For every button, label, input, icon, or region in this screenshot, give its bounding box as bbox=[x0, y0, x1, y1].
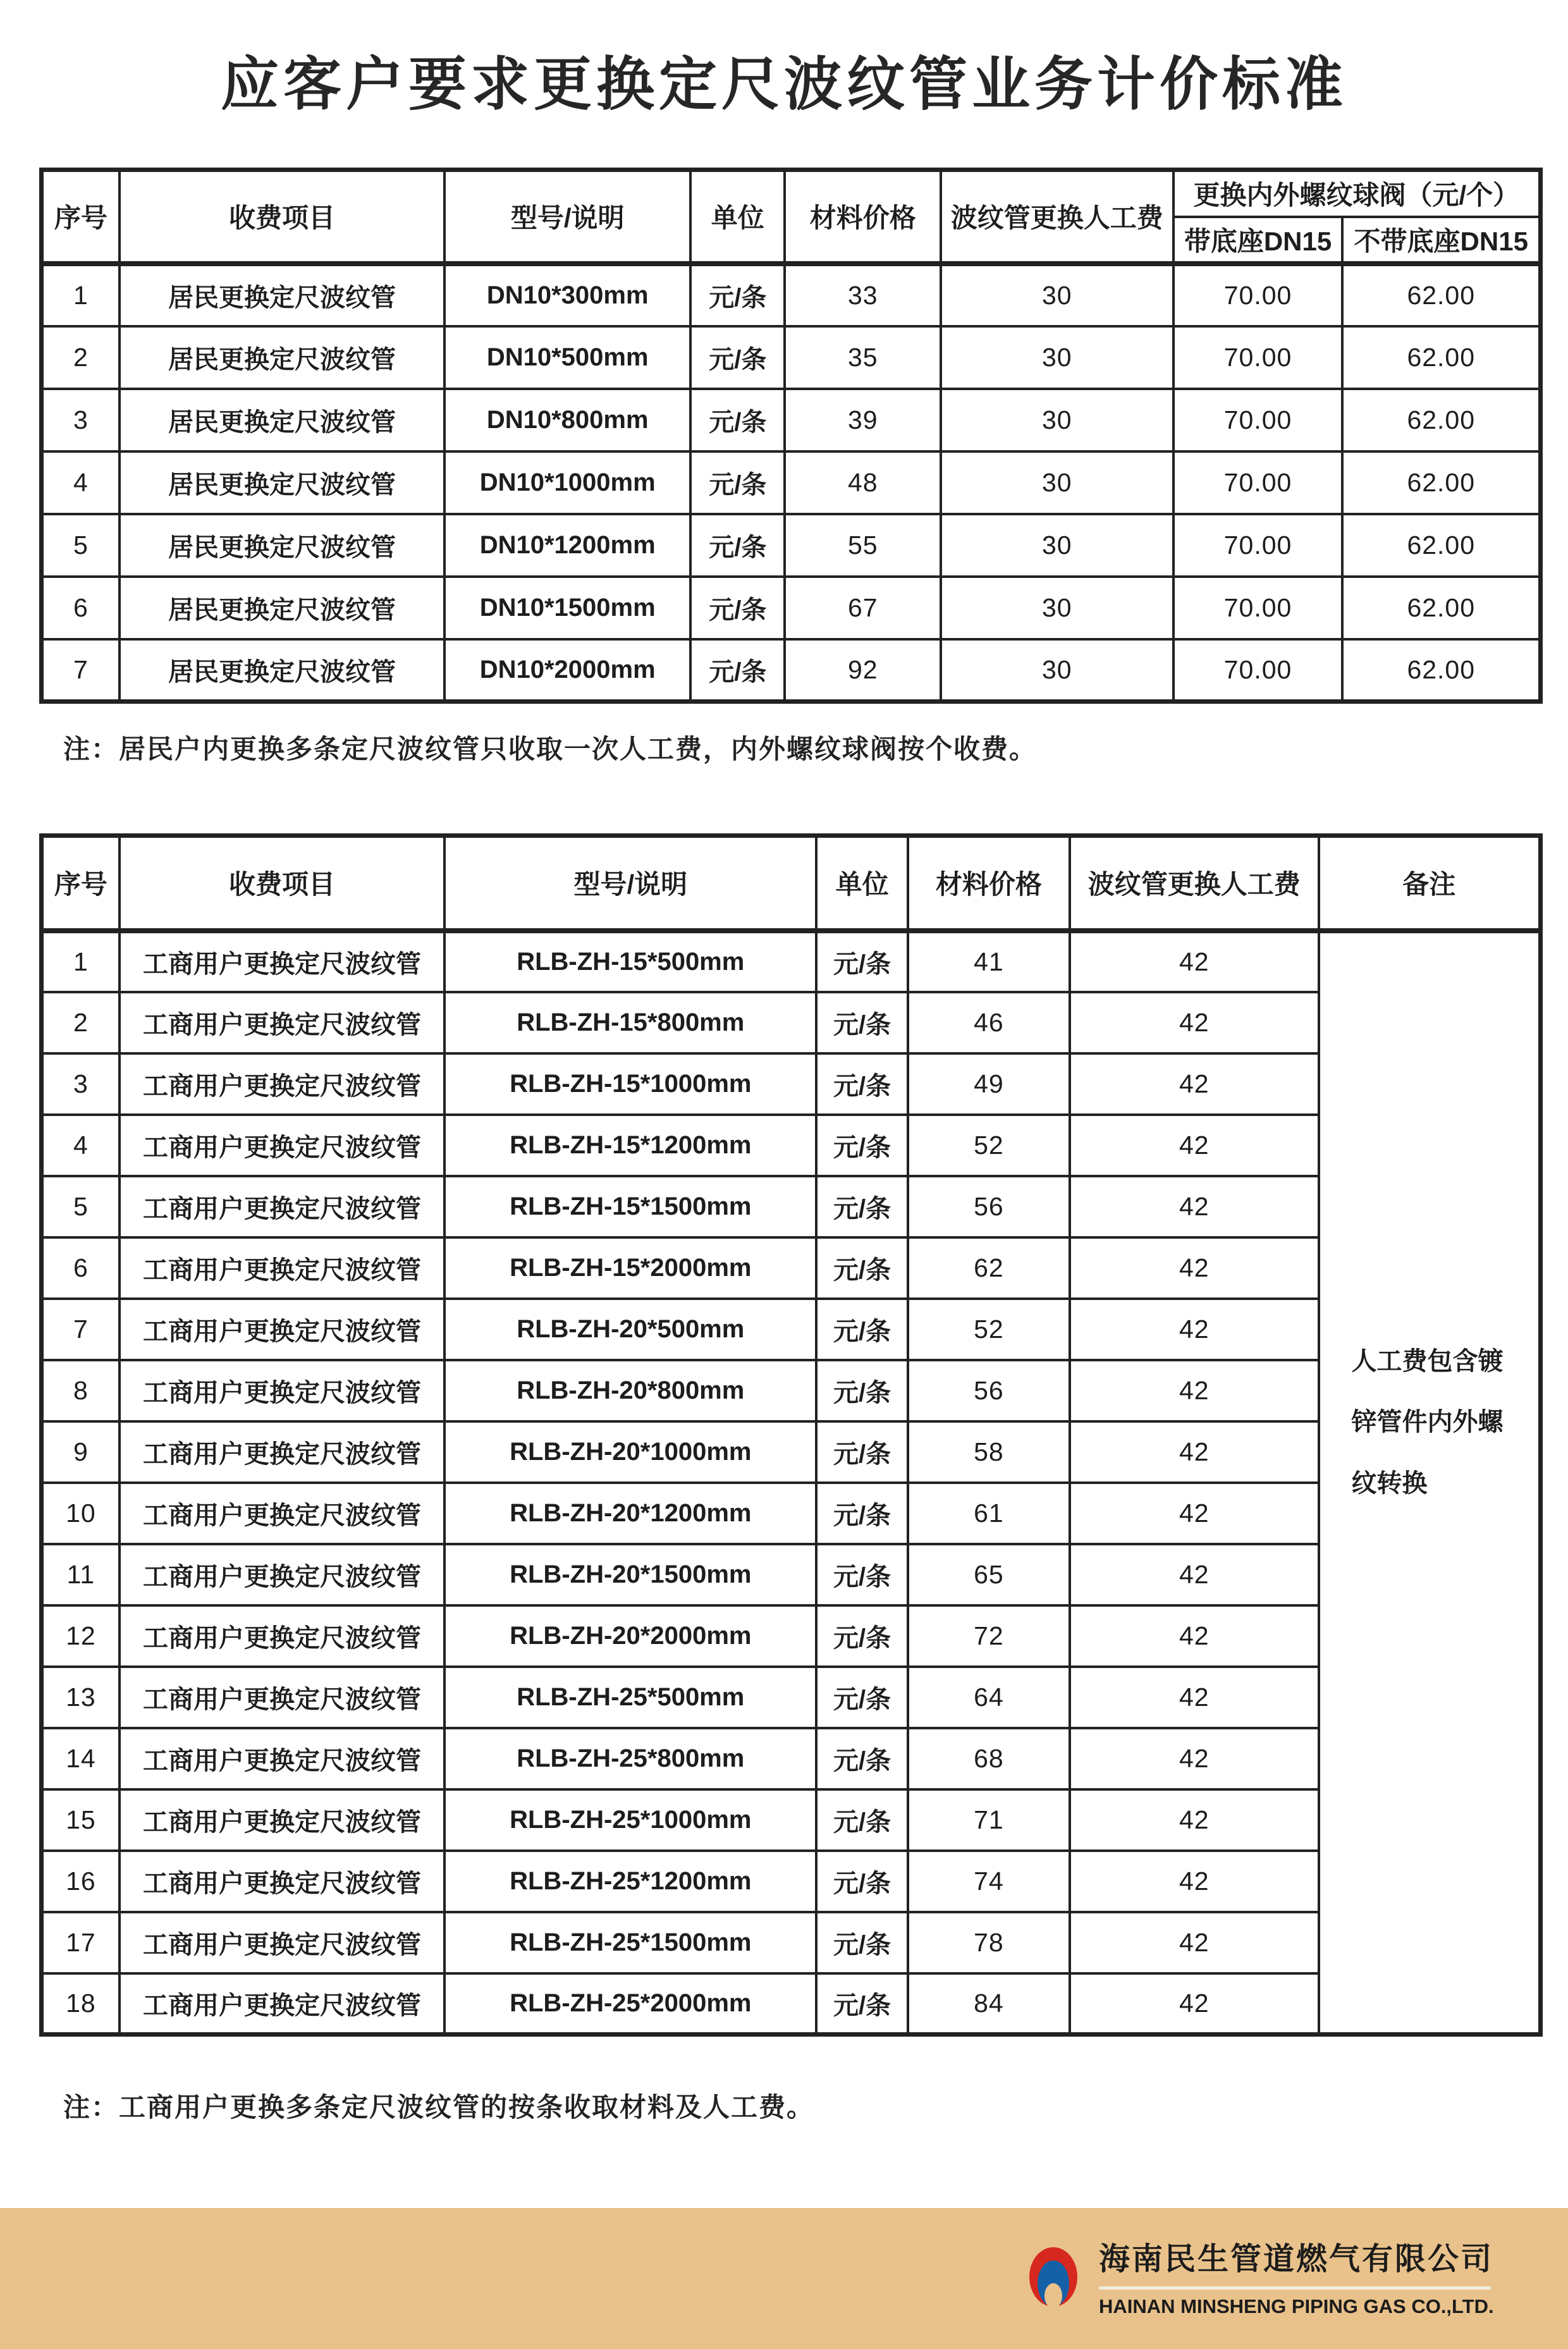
cell-labor-fee: 30 bbox=[941, 514, 1173, 577]
cell-model: RLB-ZH-20*1000mm bbox=[444, 1421, 816, 1483]
cell-material-price: 68 bbox=[908, 1728, 1070, 1789]
cell-seq: 6 bbox=[42, 577, 119, 639]
cell-seq: 13 bbox=[42, 1667, 119, 1728]
cell-material-price: 52 bbox=[908, 1115, 1070, 1176]
cell-unit: 元/条 bbox=[690, 639, 785, 702]
cell-model: DN10*300mm bbox=[444, 264, 690, 326]
table-row bbox=[42, 639, 1541, 702]
col-header-material-price: 材料价格 bbox=[785, 170, 941, 264]
cell-model: RLB-ZH-20*1200mm bbox=[444, 1483, 816, 1544]
table-row bbox=[42, 1053, 1541, 1115]
cell-material-price: 58 bbox=[908, 1421, 1070, 1483]
cell-seq: 18 bbox=[42, 1973, 119, 2035]
cell-seq: 5 bbox=[42, 1176, 119, 1237]
page-title: 应客户要求更换定尺波纹管业务计价标准 bbox=[220, 52, 1347, 117]
cell-item: 工商用户更换定尺波纹管 bbox=[119, 1912, 445, 1973]
cell-material-price: 61 bbox=[908, 1483, 1070, 1544]
table-row bbox=[42, 1299, 1541, 1360]
cell-unit: 元/条 bbox=[816, 1421, 908, 1483]
cell-material-price: 65 bbox=[908, 1544, 1070, 1605]
table-row bbox=[42, 1544, 1541, 1605]
cell-model: DN10*500mm bbox=[444, 326, 690, 389]
table-row bbox=[42, 451, 1541, 514]
cell-item: 工商用户更换定尺波纹管 bbox=[119, 1667, 445, 1728]
cell-material-price: 72 bbox=[908, 1605, 1070, 1667]
cell-item: 工商用户更换定尺波纹管 bbox=[119, 1299, 445, 1360]
cell-material-price: 74 bbox=[908, 1851, 1070, 1912]
cell-valve-without-base: 62.00 bbox=[1342, 451, 1540, 514]
table-row bbox=[42, 1421, 1541, 1483]
cell-material-price: 56 bbox=[908, 1360, 1070, 1421]
cell-labor-fee: 30 bbox=[941, 264, 1173, 326]
logo-inner-hole bbox=[1044, 2283, 1062, 2309]
cell-material-price: 33 bbox=[785, 264, 941, 326]
table-row bbox=[42, 1605, 1541, 1667]
cell-model: RLB-ZH-15*1200mm bbox=[444, 1115, 816, 1176]
cell-model: RLB-ZH-15*1500mm bbox=[444, 1176, 816, 1237]
cell-item: 工商用户更换定尺波纹管 bbox=[119, 1053, 445, 1115]
cell-seq: 7 bbox=[42, 639, 119, 702]
cell-seq: 4 bbox=[42, 1115, 119, 1176]
cell-unit: 元/条 bbox=[816, 1973, 908, 2035]
cell-model: RLB-ZH-20*2000mm bbox=[444, 1605, 816, 1667]
cell-labor-fee: 42 bbox=[1070, 1421, 1319, 1483]
table-row bbox=[42, 1728, 1541, 1789]
table-row bbox=[42, 389, 1541, 451]
company-block bbox=[1099, 2235, 1493, 2318]
col-header-seq: 序号 bbox=[42, 836, 119, 931]
col-header-seq: 序号 bbox=[42, 170, 119, 264]
cell-unit: 元/条 bbox=[816, 1605, 908, 1667]
table-row bbox=[42, 1115, 1541, 1176]
cell-model: RLB-ZH-20*500mm bbox=[444, 1299, 816, 1360]
residential-price-table-wrap bbox=[39, 168, 1543, 704]
table-row bbox=[42, 1912, 1541, 1973]
cell-model: RLB-ZH-25*500mm bbox=[444, 1667, 816, 1728]
table-row bbox=[42, 514, 1541, 577]
cell-unit: 元/条 bbox=[816, 1851, 908, 1912]
cell-material-price: 39 bbox=[785, 389, 941, 451]
cell-unit: 元/条 bbox=[816, 1544, 908, 1605]
col-header-material-price: 材料价格 bbox=[908, 836, 1070, 931]
cell-labor-fee: 42 bbox=[1070, 1667, 1319, 1728]
cell-labor-fee: 30 bbox=[941, 326, 1173, 389]
cell-labor-fee: 42 bbox=[1070, 1851, 1319, 1912]
cell-item: 居民更换定尺波纹管 bbox=[119, 389, 445, 451]
col-header-model: 型号/说明 bbox=[444, 170, 690, 264]
cell-item: 工商用户更换定尺波纹管 bbox=[119, 1360, 445, 1421]
cell-model: RLB-ZH-25*1000mm bbox=[444, 1789, 816, 1851]
cell-item: 工商用户更换定尺波纹管 bbox=[119, 1176, 445, 1237]
cell-material-price: 64 bbox=[908, 1667, 1070, 1728]
remark-line: 人工费包含镀 bbox=[1351, 1347, 1504, 1375]
footer-band bbox=[0, 2208, 1568, 2349]
cell-seq: 12 bbox=[42, 1605, 119, 1667]
company-logo-icon bbox=[1029, 2247, 1077, 2307]
cell-material-price: 55 bbox=[785, 514, 941, 577]
table-row bbox=[42, 1237, 1541, 1299]
cell-valve-with-base: 70.00 bbox=[1173, 451, 1343, 514]
cell-item: 工商用户更换定尺波纹管 bbox=[119, 1483, 445, 1544]
commercial-price-table bbox=[39, 833, 1543, 2037]
cell-labor-fee: 30 bbox=[941, 451, 1173, 514]
cell-model: RLB-ZH-20*800mm bbox=[444, 1360, 816, 1421]
cell-unit: 元/条 bbox=[816, 1912, 908, 1973]
cell-labor-fee: 42 bbox=[1070, 1973, 1319, 2035]
cell-unit: 元/条 bbox=[816, 1299, 908, 1360]
col-header-remark: 备注 bbox=[1319, 836, 1541, 931]
cell-labor-fee: 30 bbox=[941, 577, 1173, 639]
cell-unit: 元/条 bbox=[690, 577, 785, 639]
table-row bbox=[42, 1973, 1541, 2035]
table-row bbox=[42, 577, 1541, 639]
cell-item: 工商用户更换定尺波纹管 bbox=[119, 1728, 445, 1789]
cell-material-price: 56 bbox=[908, 1176, 1070, 1237]
cell-labor-fee: 42 bbox=[1070, 1115, 1319, 1176]
cell-item: 居民更换定尺波纹管 bbox=[119, 326, 445, 389]
cell-material-price: 71 bbox=[908, 1789, 1070, 1851]
cell-valve-without-base: 62.00 bbox=[1342, 389, 1540, 451]
cell-model: DN10*1200mm bbox=[444, 514, 690, 577]
cell-item: 居民更换定尺波纹管 bbox=[119, 451, 445, 514]
remark-line: 锌管件内外螺 bbox=[1351, 1408, 1504, 1437]
cell-labor-fee: 42 bbox=[1070, 1728, 1319, 1789]
remark-line: 纹转换 bbox=[1351, 1469, 1428, 1498]
note-commercial: 注：工商用户更换多条定尺波纹管的按条收取材料及人工费。 bbox=[63, 2092, 815, 2122]
col-header-valve-group: 更换内外螺纹球阀（元/个） bbox=[1173, 170, 1541, 217]
cell-seq: 15 bbox=[42, 1789, 119, 1851]
cell-model: RLB-ZH-15*500mm bbox=[444, 931, 816, 992]
cell-material-price: 35 bbox=[785, 326, 941, 389]
cell-seq: 16 bbox=[42, 1851, 119, 1912]
col-header-labor-fee: 波纹管更换人工费 bbox=[1070, 836, 1319, 931]
cell-unit: 元/条 bbox=[816, 1176, 908, 1237]
cell-model: DN10*2000mm bbox=[444, 639, 690, 702]
cell-seq: 1 bbox=[42, 264, 119, 326]
cell-model: DN10*800mm bbox=[444, 389, 690, 451]
cell-model: RLB-ZH-15*2000mm bbox=[444, 1237, 816, 1299]
cell-unit: 元/条 bbox=[690, 451, 785, 514]
cell-valve-with-base: 70.00 bbox=[1173, 389, 1343, 451]
cell-valve-with-base: 70.00 bbox=[1173, 639, 1343, 702]
cell-seq: 11 bbox=[42, 1544, 119, 1605]
cell-valve-without-base: 62.00 bbox=[1342, 639, 1540, 702]
cell-valve-with-base: 70.00 bbox=[1173, 514, 1343, 577]
table-row bbox=[42, 1667, 1541, 1728]
cell-item: 工商用户更换定尺波纹管 bbox=[119, 1237, 445, 1299]
cell-seq: 2 bbox=[42, 992, 119, 1053]
cell-material-price: 46 bbox=[908, 992, 1070, 1053]
col-header-valve-with-base: 带底座DN15 bbox=[1173, 217, 1343, 264]
table-row bbox=[42, 992, 1541, 1053]
col-header-model: 型号/说明 bbox=[444, 836, 816, 931]
cell-valve-without-base: 62.00 bbox=[1342, 514, 1540, 577]
cell-material-price: 78 bbox=[908, 1912, 1070, 1973]
cell-item: 居民更换定尺波纹管 bbox=[119, 639, 445, 702]
col-header-unit: 单位 bbox=[690, 170, 785, 264]
col-header-item: 收费项目 bbox=[119, 170, 445, 264]
cell-labor-fee: 42 bbox=[1070, 1483, 1319, 1544]
note-residential: 注：居民户内更换多条定尺波纹管只收取一次人工费，内外螺纹球阀按个收费。 bbox=[63, 734, 1038, 764]
cell-item: 工商用户更换定尺波纹管 bbox=[119, 1115, 445, 1176]
cell-unit: 元/条 bbox=[816, 1789, 908, 1851]
cell-model: RLB-ZH-15*1000mm bbox=[444, 1053, 816, 1115]
cell-labor-fee: 42 bbox=[1070, 1544, 1319, 1605]
cell-valve-with-base: 70.00 bbox=[1173, 326, 1343, 389]
cell-seq: 10 bbox=[42, 1483, 119, 1544]
cell-material-price: 84 bbox=[908, 1973, 1070, 2035]
cell-unit: 元/条 bbox=[690, 326, 785, 389]
cell-model: RLB-ZH-25*2000mm bbox=[444, 1973, 816, 2035]
col-header-valve-without-base: 不带底座DN15 bbox=[1342, 217, 1540, 264]
cell-labor-fee: 30 bbox=[941, 639, 1173, 702]
commercial-price-table-wrap bbox=[39, 833, 1543, 2037]
cell-valve-with-base: 70.00 bbox=[1173, 577, 1343, 639]
cell-material-price: 48 bbox=[785, 451, 941, 514]
cell-model: RLB-ZH-25*1500mm bbox=[444, 1912, 816, 1973]
cell-unit: 元/条 bbox=[816, 1667, 908, 1728]
cell-material-price: 62 bbox=[908, 1237, 1070, 1299]
cell-model: RLB-ZH-25*1200mm bbox=[444, 1851, 816, 1912]
cell-labor-fee: 42 bbox=[1070, 1299, 1319, 1360]
cell-item: 工商用户更换定尺波纹管 bbox=[119, 1544, 445, 1605]
cell-seq: 3 bbox=[42, 1053, 119, 1115]
cell-item: 工商用户更换定尺波纹管 bbox=[119, 1605, 445, 1667]
cell-model: RLB-ZH-20*1500mm bbox=[444, 1544, 816, 1605]
cell-labor-fee: 30 bbox=[941, 389, 1173, 451]
cell-item: 工商用户更换定尺波纹管 bbox=[119, 1789, 445, 1851]
cell-model: RLB-ZH-15*800mm bbox=[444, 992, 816, 1053]
cell-unit: 元/条 bbox=[816, 1483, 908, 1544]
cell-labor-fee: 42 bbox=[1070, 1789, 1319, 1851]
col-header-item: 收费项目 bbox=[119, 836, 445, 931]
cell-unit: 元/条 bbox=[816, 1115, 908, 1176]
cell-material-price: 49 bbox=[908, 1053, 1070, 1115]
cell-item: 工商用户更换定尺波纹管 bbox=[119, 992, 445, 1053]
cell-seq: 2 bbox=[42, 326, 119, 389]
cell-labor-fee: 42 bbox=[1070, 931, 1319, 992]
cell-material-price: 52 bbox=[908, 1299, 1070, 1360]
cell-labor-fee: 42 bbox=[1070, 1053, 1319, 1115]
remark-cell bbox=[1319, 931, 1541, 2035]
company-name-en: HAINAN MINSHENG PIPING GAS CO.,LTD. bbox=[1099, 2295, 1494, 2317]
cell-unit: 元/条 bbox=[816, 1053, 908, 1115]
table-row bbox=[42, 1789, 1541, 1851]
table-row bbox=[42, 1176, 1541, 1237]
cell-item: 工商用户更换定尺波纹管 bbox=[119, 931, 445, 992]
table-row bbox=[42, 1483, 1541, 1544]
residential-price-table bbox=[39, 168, 1543, 704]
cell-valve-without-base: 62.00 bbox=[1342, 264, 1540, 326]
cell-seq: 17 bbox=[42, 1912, 119, 1973]
table-row bbox=[42, 1360, 1541, 1421]
cell-labor-fee: 42 bbox=[1070, 1912, 1319, 1973]
cell-item: 居民更换定尺波纹管 bbox=[119, 577, 445, 639]
cell-item: 工商用户更换定尺波纹管 bbox=[119, 1421, 445, 1483]
col-header-labor-fee: 波纹管更换人工费 bbox=[941, 170, 1173, 264]
cell-seq: 7 bbox=[42, 1299, 119, 1360]
cell-model: DN10*1000mm bbox=[444, 451, 690, 514]
cell-unit: 元/条 bbox=[816, 992, 908, 1053]
cell-labor-fee: 42 bbox=[1070, 1605, 1319, 1667]
cell-item: 工商用户更换定尺波纹管 bbox=[119, 1851, 445, 1912]
cell-unit: 元/条 bbox=[816, 1360, 908, 1421]
table-row bbox=[42, 931, 1541, 992]
cell-seq: 3 bbox=[42, 389, 119, 451]
cell-labor-fee: 42 bbox=[1070, 1237, 1319, 1299]
cell-material-price: 67 bbox=[785, 577, 941, 639]
cell-seq: 5 bbox=[42, 514, 119, 577]
cell-unit: 元/条 bbox=[816, 1728, 908, 1789]
cell-item: 工商用户更换定尺波纹管 bbox=[119, 1973, 445, 2035]
cell-material-price: 92 bbox=[785, 639, 941, 702]
table-row bbox=[42, 1851, 1541, 1912]
cell-seq: 9 bbox=[42, 1421, 119, 1483]
cell-seq: 8 bbox=[42, 1360, 119, 1421]
cell-item: 居民更换定尺波纹管 bbox=[119, 264, 445, 326]
cell-valve-without-base: 62.00 bbox=[1342, 577, 1540, 639]
company-name-cn: 海南民生管道燃气有限公司 bbox=[1099, 2242, 1494, 2276]
cell-seq: 6 bbox=[42, 1237, 119, 1299]
cell-labor-fee: 42 bbox=[1070, 992, 1319, 1053]
cell-seq: 1 bbox=[42, 931, 119, 992]
table-row bbox=[42, 264, 1541, 326]
cell-unit: 元/条 bbox=[816, 931, 908, 992]
cell-seq: 14 bbox=[42, 1728, 119, 1789]
cell-model: DN10*1500mm bbox=[444, 577, 690, 639]
col-header-unit: 单位 bbox=[816, 836, 908, 931]
cell-unit: 元/条 bbox=[816, 1237, 908, 1299]
cell-unit: 元/条 bbox=[690, 264, 785, 326]
cell-seq: 4 bbox=[42, 451, 119, 514]
cell-valve-with-base: 70.00 bbox=[1173, 264, 1343, 326]
cell-labor-fee: 42 bbox=[1070, 1360, 1319, 1421]
cell-valve-without-base: 62.00 bbox=[1342, 326, 1540, 389]
cell-model: RLB-ZH-25*800mm bbox=[444, 1728, 816, 1789]
cell-unit: 元/条 bbox=[690, 389, 785, 451]
cell-labor-fee: 42 bbox=[1070, 1176, 1319, 1237]
cell-item: 居民更换定尺波纹管 bbox=[119, 514, 445, 577]
table-row bbox=[42, 326, 1541, 389]
cell-material-price: 41 bbox=[908, 931, 1070, 992]
cell-unit: 元/条 bbox=[690, 514, 785, 577]
footer-divider bbox=[1099, 2286, 1491, 2290]
